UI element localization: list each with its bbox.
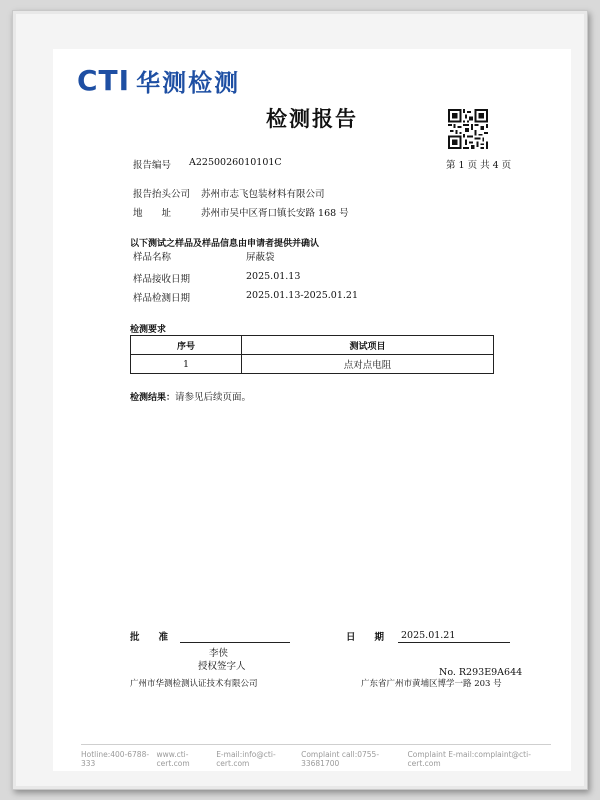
company-logo (77, 63, 240, 98)
sample-heading: 以下测试之样品及样品信息由申请者提供并确认 (130, 239, 320, 249)
result-line (130, 389, 251, 403)
company-label: 报告抬头公司 (133, 189, 191, 200)
report-page (53, 49, 571, 771)
table-cell: 点对点电阻 (242, 355, 494, 374)
logo-latin: CTI (77, 64, 131, 97)
sample-row-label: 样品接收日期 (133, 274, 191, 285)
report-title: 检测报告 (266, 107, 358, 131)
footer-complaint-call: Complaint call:0755-33681700 (301, 750, 380, 768)
requirements-table (130, 335, 494, 374)
date-label: 日 期 (346, 632, 385, 643)
date-line (398, 642, 510, 643)
table-row (131, 355, 494, 374)
result-text: 请参见后续页面。 (175, 392, 252, 403)
footer-complaint-email: Complaint E-mail:complaint@cti-cert.com (407, 750, 531, 768)
footer-divider (81, 744, 551, 745)
sample-row-label: 样品检测日期 (133, 293, 191, 304)
footer-website: www.cti-cert.com (156, 750, 190, 768)
certificate-number: No. R293E9A644 (439, 667, 523, 678)
footer-email: E-mail:info@cti-cert.com (216, 750, 276, 768)
result-label: 检测结果： (130, 393, 176, 403)
issuer-name: 广州市华测检测认证技术有限公司 (130, 679, 258, 689)
sample-row-value: 2025.01.13-2025.01.21 (246, 290, 358, 301)
report-no-value: A2250026010101C (189, 157, 282, 168)
approve-signature-line (180, 642, 290, 643)
sample-row-value: 2025.01.13 (246, 271, 301, 282)
page-indicator: 第 1 页 共 4 页 (446, 160, 512, 171)
address-value: 苏州市吴中区胥口镇长安路 168 号 (201, 208, 349, 219)
table-header: 测试项目 (242, 336, 494, 355)
document-frame (12, 10, 588, 790)
signer-title: 授权签字人 (198, 661, 246, 672)
footer-hotline: Hotline:400-6788-333 (81, 750, 150, 768)
date-value: 2025.01.21 (401, 630, 456, 641)
table-header: 序号 (131, 336, 242, 355)
table-header-row (131, 336, 494, 355)
company-value: 苏州市志飞包装材料有限公司 (201, 189, 325, 200)
requirements-heading: 检测要求 (130, 325, 167, 335)
signer-name: 李侠 (209, 648, 229, 659)
table-cell: 1 (131, 355, 242, 374)
footer-contacts (81, 750, 551, 768)
report-no-label: 报告编号 (133, 160, 172, 171)
sample-row-value: 屏蔽袋 (246, 252, 275, 263)
address-label: 地 址 (133, 208, 172, 219)
logo-chinese: 华测检测 (136, 69, 241, 97)
qr-code-icon (448, 109, 488, 149)
issuer-address: 广东省广州市黄埔区博学一路 203 号 (361, 679, 502, 689)
sample-row-label: 样品名称 (133, 252, 172, 263)
approve-label: 批 准 (130, 632, 169, 643)
